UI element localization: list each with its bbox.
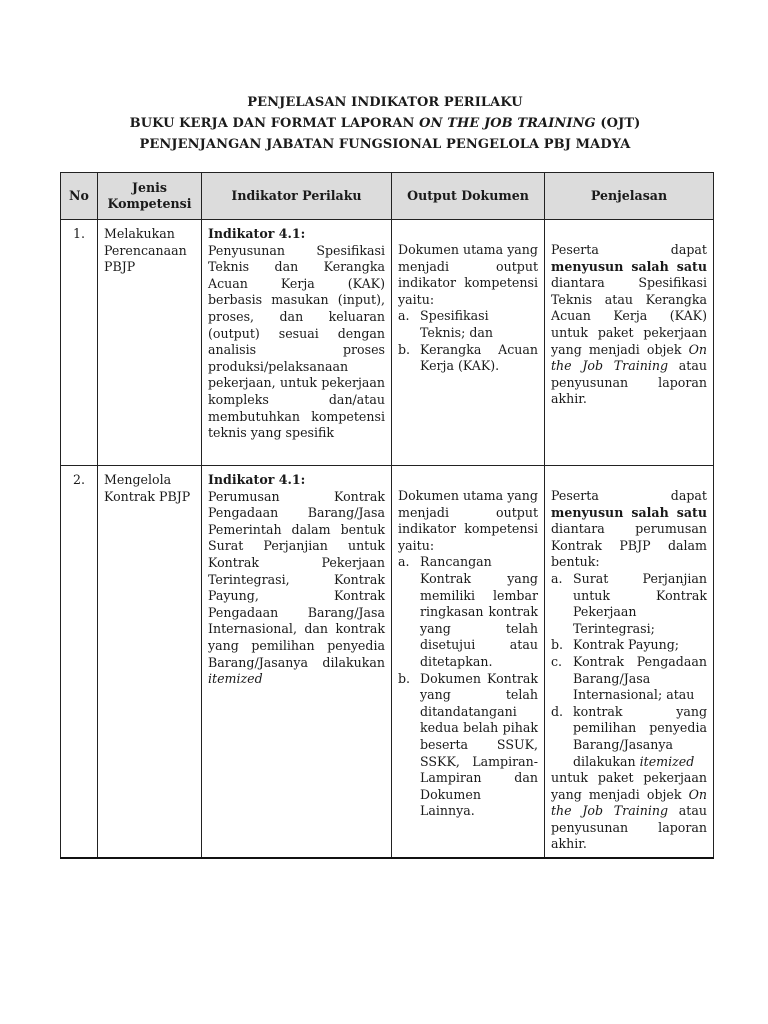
- penjelasan-text: atau penyusunan laporan akhir.: [551, 803, 707, 852]
- header-output-dokumen: Output Dokumen: [392, 173, 545, 220]
- penjelasan-italic: On the Job Training: [551, 341, 707, 374]
- penjelasan-list: [551, 571, 707, 770]
- list-italic: itemized: [639, 753, 695, 769]
- penjelasan-bold: menyusun salah satu: [551, 258, 707, 274]
- output-intro: Dokumen utama yang menjadi output indikator kompetensi yaitu:: [398, 488, 538, 553]
- penjelasan-cell: [545, 466, 714, 859]
- list-label: a.: [551, 570, 563, 586]
- penjelasan-text: atau penyusunan laporan akhir.: [551, 358, 707, 407]
- list-text: Kontrak Payung;: [573, 637, 680, 653]
- list-item: [551, 571, 707, 637]
- title-line-2-post: (OJT): [595, 116, 641, 131]
- penjelasan-outro: [551, 770, 707, 853]
- indikator-title: Indikator 4.1:: [208, 226, 306, 241]
- list-text: Rancangan Kontrak yang memiliki lembar ringkasan kontrak yang telah disetujui atau ditetapkan.: [420, 554, 538, 669]
- table-header-row: [61, 173, 714, 220]
- list-item: [551, 654, 707, 704]
- indikator-title: Indikator 4.1:: [208, 472, 306, 487]
- indikator-italic: itemized: [208, 671, 263, 687]
- header-jenis-kompetensi: Jenis Kompetensi: [98, 173, 202, 220]
- output-list: [398, 308, 538, 374]
- list-text: Kontrak Pengadaan Barang/Jasa Internasional; atau: [573, 653, 707, 703]
- indikator-text: Perumusan Kontrak Pengadaan Barang/Jasa Pemerintah dalam bentuk Surat Perjanjian untuk Kontrak Pekerjaan Terintegrasi, Kontrak Payung, Kontrak Pengadaan Barang/Jasa Internasional, dan kontrak yang pemilihan penyedia Barang/Jasanya dilakukan: [208, 488, 385, 670]
- document-title: [60, 92, 710, 155]
- list-label: b.: [398, 670, 411, 686]
- list-label: b.: [551, 637, 564, 653]
- list-text: Spesifikasi Teknis; dan: [420, 308, 494, 340]
- penjelasan-text: diantara perumusan Kontrak PBJP dalam bentuk:: [551, 521, 707, 570]
- list-label: c.: [551, 653, 563, 669]
- list-label: b.: [398, 341, 411, 357]
- output-list: [398, 554, 538, 820]
- title-line-2-italic: ON THE JOB TRAINING: [419, 116, 596, 131]
- list-text: kontrak yang pemilihan penyedia Barang/Jasanya dilakukan: [573, 703, 707, 769]
- penjelasan-text: Peserta dapat: [551, 242, 707, 257]
- indikator-cell: [202, 466, 392, 859]
- row-number: 2.: [61, 466, 98, 859]
- list-text: Dokumen Kontrak yang telah ditandatangani kedua belah pihak beserta SSUK, SSKK, Lampiran-Lampiran dan Dokumen Lainnya.: [420, 670, 538, 819]
- competency-table: [60, 172, 714, 859]
- list-item: [398, 308, 538, 341]
- penjelasan-text: diantara Spesifikasi Teknis atau Kerangka Acuan Kerja (KAK) untuk paket pekerjaan yang menjadi objek: [551, 275, 707, 357]
- output-intro: Dokumen utama yang menjadi output indikator kompetensi yaitu:: [398, 242, 538, 307]
- header-indikator-perilaku: Indikator Perilaku: [202, 173, 392, 220]
- list-item: [551, 704, 707, 770]
- penjelasan-cell: [545, 220, 714, 466]
- list-label: a.: [398, 554, 410, 570]
- list-label: a.: [398, 308, 410, 324]
- penjelasan-intro: [551, 488, 707, 571]
- title-line-1: PENJELASAN INDIKATOR PERILAKU: [247, 95, 523, 110]
- title-line-3: PENJENJANGAN JABATAN FUNGSIONAL PENGELOLA PBJ MADYA: [139, 137, 631, 152]
- jenis-kompetensi-cell: Melakukan Perencanaan PBJP: [98, 220, 202, 466]
- header-penjelasan: Penjelasan: [545, 173, 714, 220]
- title-line-2-pre: BUKU KERJA DAN FORMAT LAPORAN: [129, 116, 420, 131]
- list-item: [398, 671, 538, 820]
- title-line-2: [60, 113, 710, 134]
- indikator-text-block: [208, 489, 385, 688]
- list-item: [551, 637, 707, 654]
- jenis-kompetensi-cell: Mengelola Kontrak PBJP: [98, 466, 202, 859]
- indikator-text: Penyusunan Spesifikasi Teknis dan Kerangka Acuan Kerja (KAK) berbasis masukan (input), proses, dan keluaran (output) sesuai dengan analisis proses produksi/pelaksanaan pekerjaan, untuk pekerjaan kompleks dan/atau membutuhkan kompetensi teknis yang spesifik: [208, 242, 385, 441]
- output-cell: [392, 220, 545, 466]
- row-number: 1.: [61, 220, 98, 466]
- header-no: No: [61, 173, 98, 220]
- penjelasan-italic: On the Job Training: [551, 786, 707, 819]
- output-cell: [392, 466, 545, 859]
- table-row: [61, 466, 714, 859]
- list-text: Surat Perjanjian untuk Kontrak Pekerjaan Terintegrasi;: [573, 570, 707, 636]
- list-text: Kerangka Acuan Kerja (KAK).: [420, 341, 538, 374]
- table-row: [61, 220, 714, 466]
- penjelasan-text: untuk paket pekerjaan yang menjadi objek: [551, 770, 707, 802]
- list-label: d.: [551, 703, 564, 719]
- penjelasan-text: Peserta dapat: [551, 488, 707, 503]
- list-item: [398, 554, 538, 670]
- list-item: [398, 342, 538, 375]
- penjelasan-bold: menyusun salah satu: [551, 504, 707, 520]
- indikator-cell: [202, 220, 392, 466]
